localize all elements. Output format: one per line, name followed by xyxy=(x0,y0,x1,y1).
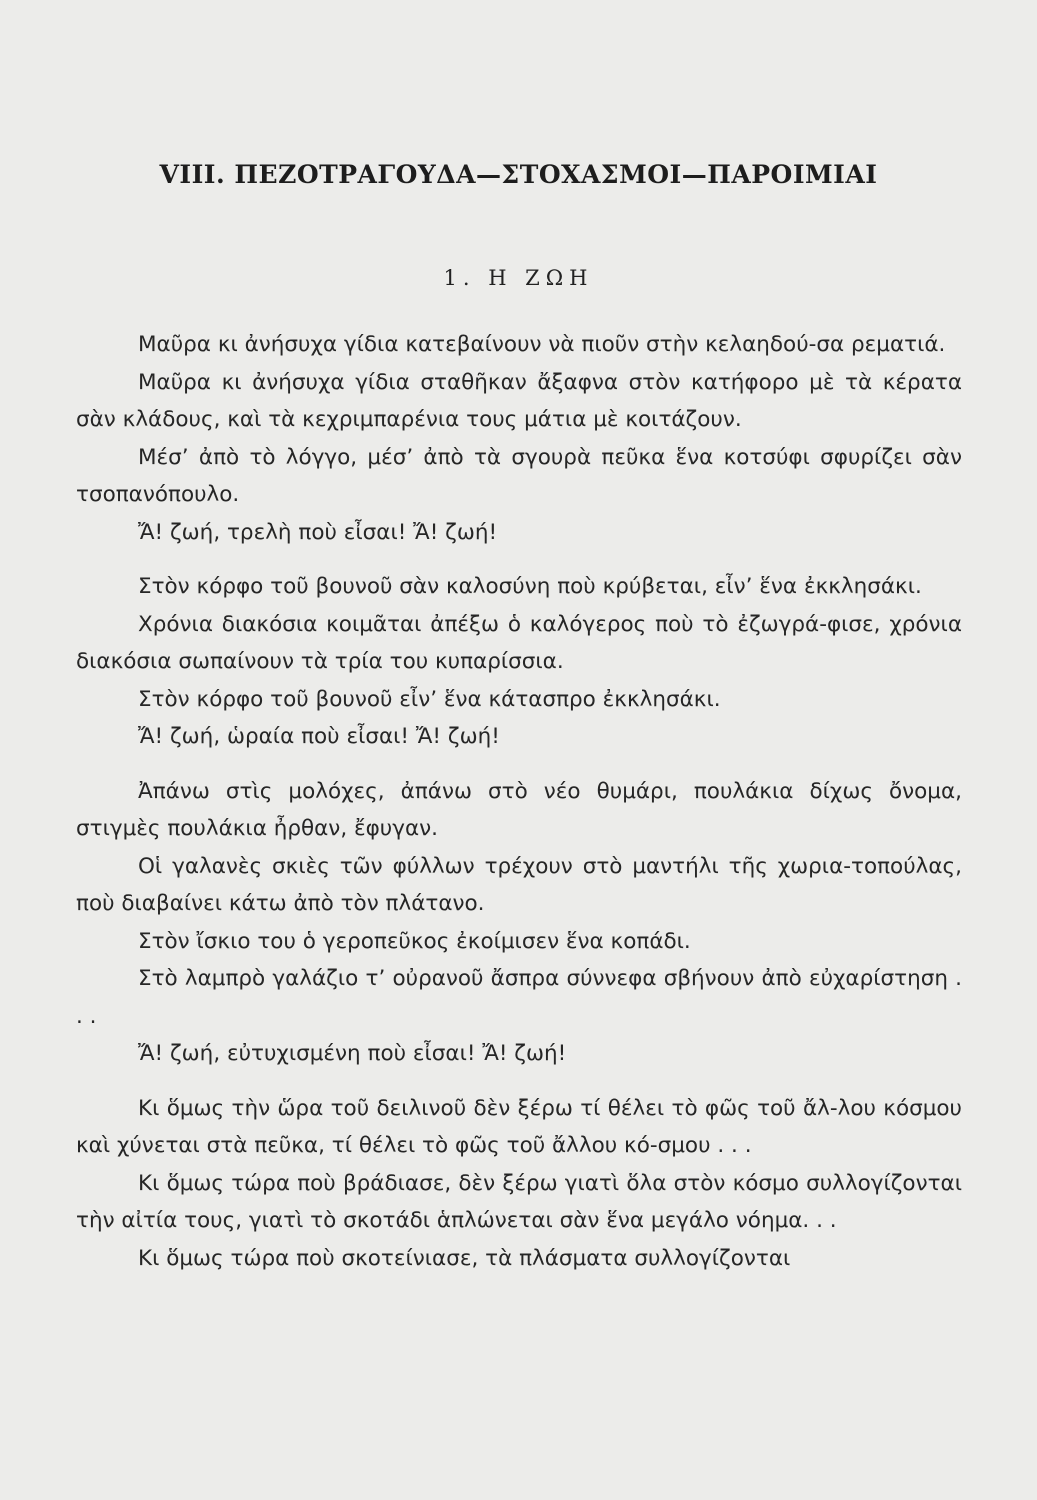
paragraph: Στὸ λαμπρὸ γαλάζιο τ’ οὐρανοῦ ἄσπρα σύννεφα σβήνουν ἀπὸ εὐχαρίστηση . . . xyxy=(76,966,962,1029)
paragraph: Χρόνια διακόσια κοιμᾶται ἀπέξω ὁ καλόγερος ποὺ τὸ ἐζωγρά-φισε, χρόνια διακόσια σωπαίνουν τὰ τρία του κυπαρίσσια. xyxy=(76,611,962,674)
stanza xyxy=(76,568,962,756)
paragraph: Κι ὅμως τὴν ὥρα τοῦ δειλινοῦ δὲν ξέρω τί θέλει τὸ φῶς τοῦ ἄλ-λου κόσμου καὶ χύνεται στὰ πεῦκα, τί θέλει τὸ φῶς τοῦ ἄλλου κό-σμου . . . xyxy=(76,1095,962,1158)
paragraph: Στὸν κόρφο τοῦ βουνοῦ εἶν’ ἕνα κάτασπρο ἐκκλησάκι. xyxy=(138,686,721,712)
paragraph: Ἀπάνω στὶς μολόχες, ἀπάνω στὸ νέο θυμάρι, πουλάκια δίχως ὄνομα, στιγμὲς πουλάκια ἦρθαν, ἔφυγαν. xyxy=(76,778,962,841)
section-title: 1. Η ΖΩΗ xyxy=(443,266,594,290)
paragraph: Μαῦρα κι ἀνήσυχα γίδια κατεβαίνουν νὰ πιοῦν στὴν κελαηδού-σα ρεματιά. xyxy=(138,332,946,357)
refrain: Ἄ! ζωή, εὐτυχισμένη ποὺ εἶσαι! Ἄ! ζωή! xyxy=(138,1041,567,1066)
paragraph: Κι ὅμως τώρα ποὺ βράδιασε, δὲν ξέρω γιατὶ ὅλα στὸν κόσμο συλλογίζονται τὴν αἰτία τους, γιατὶ τὸ σκοτάδι ἁπλώνεται σὰν ἕνα μεγάλο νόημα. . . xyxy=(76,1170,962,1233)
stanza xyxy=(76,773,962,1073)
paragraph: Στὸν κόρφο τοῦ βουνοῦ σὰν καλοσύνη ποὺ κρύβεται, εἶν’ ἕνα ἐκκλησάκι. xyxy=(138,574,922,599)
refrain: Ἄ! ζωή, τρελὴ ποὺ εἶσαι! Ἄ! ζωή! xyxy=(138,519,498,545)
chapter-title: VIII. ΠΕΖΟΤΡΑΓΟΥΔΑ—ΣΤΟΧΑΣΜΟΙ—ΠΑΡΟΙΜΙΑΙ xyxy=(159,160,878,189)
paragraph: Κι ὅμως τώρα ποὺ σκοτείνιασε, τὰ πλάσματα συλλογίζονται xyxy=(138,1245,791,1271)
refrain: Ἄ! ζωή, ὡραία ποὺ εἶσαι! Ἄ! ζωή! xyxy=(138,724,500,749)
paragraph: Μέσ’ ἀπὸ τὸ λόγγο, μέσ’ ἀπὸ τὰ σγουρὰ πεῦκα ἕνα κοτσύφι σφυρίζει σὰν τσοπανόπουλο. xyxy=(76,444,962,507)
paragraph: Στὸν ἴσκιο του ὁ γεροπεῦκος ἐκοίμισεν ἕνα κοπάδι. xyxy=(138,928,691,954)
stanza xyxy=(76,326,962,551)
poem-body xyxy=(76,326,962,1294)
paragraph: Μαῦρα κι ἀνήσυχα γίδια σταθῆκαν ἄξαφνα στὸν κατήφορο μὲ τὰ κέρατα σὰν κλάδους, καὶ τὰ κεχριμπαρένια τους μάτια μὲ κοιτάζουν. xyxy=(76,369,962,432)
paragraph: Οἱ γαλανὲς σκιὲς τῶν φύλλων τρέχουν στὸ μαντήλι τῆς χωρια-τοπούλας, ποὺ διαβαίνει κάτω ἀπὸ τὸν πλάτανο. xyxy=(76,853,962,916)
stanza xyxy=(76,1090,962,1278)
